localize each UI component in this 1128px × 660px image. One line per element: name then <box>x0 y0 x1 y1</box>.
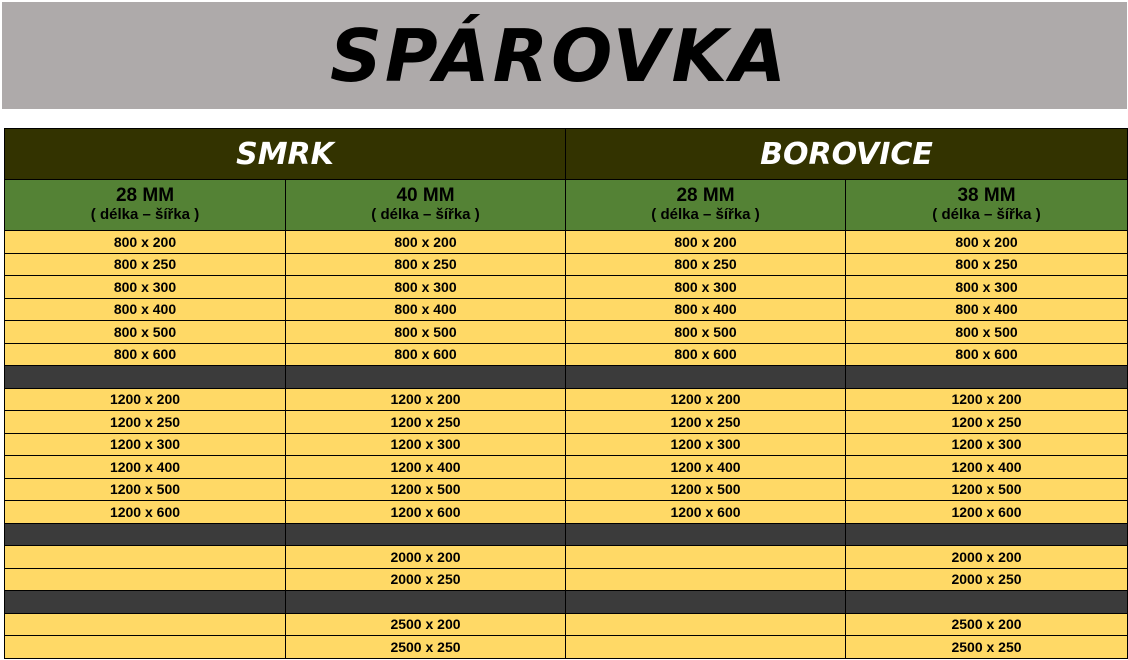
size-cell <box>566 568 846 591</box>
size-cell: 1200 x 300 <box>566 433 846 456</box>
size-cell: 800 x 250 <box>286 253 566 276</box>
dimension-note: ( délka – šířka ) <box>932 206 1041 224</box>
size-cell: 1200 x 200 <box>846 388 1128 411</box>
separator-cell <box>286 523 566 546</box>
dimension-note: ( délka – šířka ) <box>651 206 760 224</box>
size-cell: 2500 x 200 <box>286 613 566 636</box>
size-cell <box>566 546 846 569</box>
separator-cell <box>846 591 1128 614</box>
table-row <box>5 501 1128 524</box>
size-cell: 1200 x 400 <box>286 456 566 479</box>
size-cell: 800 x 600 <box>5 343 286 366</box>
size-cell: 800 x 300 <box>846 276 1128 299</box>
size-table <box>4 128 1128 659</box>
size-cell: 800 x 500 <box>5 321 286 344</box>
separator-cell <box>566 523 846 546</box>
size-cell: 800 x 200 <box>5 231 286 254</box>
size-cell: 1200 x 400 <box>566 456 846 479</box>
size-cell: 800 x 500 <box>566 321 846 344</box>
separator-row <box>5 523 1128 546</box>
size-cell: 1200 x 200 <box>5 388 286 411</box>
size-cell: 2000 x 200 <box>286 546 566 569</box>
size-cell: 800 x 400 <box>286 298 566 321</box>
size-cell: 800 x 400 <box>566 298 846 321</box>
dimension-note: ( délka – šířka ) <box>90 206 200 224</box>
thickness-header-row <box>5 180 1128 231</box>
size-cell: 800 x 600 <box>286 343 566 366</box>
thickness-label: 28 MM <box>115 185 175 207</box>
size-cell: 1200 x 500 <box>286 478 566 501</box>
size-cell: 1200 x 250 <box>5 411 286 434</box>
size-cell: 1200 x 250 <box>846 411 1128 434</box>
size-cell: 1200 x 400 <box>5 456 286 479</box>
size-cell: 1200 x 250 <box>566 411 846 434</box>
thickness-header <box>5 180 286 231</box>
size-cell <box>5 636 286 659</box>
table-row <box>5 456 1128 479</box>
size-cell: 1200 x 600 <box>5 501 286 524</box>
table-row <box>5 636 1128 659</box>
size-cell <box>5 546 286 569</box>
table-row <box>5 343 1128 366</box>
size-cell: 800 x 600 <box>566 343 846 366</box>
table-row <box>5 411 1128 434</box>
size-cell: 1200 x 600 <box>566 501 846 524</box>
table-row <box>5 433 1128 456</box>
size-cell <box>5 568 286 591</box>
size-cell <box>566 636 846 659</box>
size-cell: 800 x 300 <box>286 276 566 299</box>
table-row <box>5 388 1128 411</box>
size-cell: 800 x 200 <box>846 231 1128 254</box>
table-row <box>5 613 1128 636</box>
size-cell: 800 x 300 <box>566 276 846 299</box>
size-cell: 800 x 250 <box>5 253 286 276</box>
table-row <box>5 298 1128 321</box>
species-header-row <box>5 129 1128 180</box>
title-banner <box>2 2 1127 109</box>
size-cell: 2000 x 200 <box>846 546 1128 569</box>
separator-row <box>5 591 1128 614</box>
separator-cell <box>566 591 846 614</box>
size-cell: 2500 x 250 <box>846 636 1128 659</box>
size-cell: 1200 x 300 <box>5 433 286 456</box>
table-row <box>5 253 1128 276</box>
separator-cell <box>846 523 1128 546</box>
page-title: SPÁROVKA <box>329 13 790 98</box>
size-cell: 1200 x 200 <box>286 388 566 411</box>
size-cell: 800 x 600 <box>846 343 1128 366</box>
separator-cell <box>5 523 286 546</box>
size-cell: 1200 x 600 <box>286 501 566 524</box>
size-cell: 2000 x 250 <box>286 568 566 591</box>
table-row <box>5 276 1128 299</box>
size-cell: 800 x 200 <box>566 231 846 254</box>
thickness-label: 40 MM <box>396 185 455 207</box>
table-row <box>5 546 1128 569</box>
separator-cell <box>566 366 846 389</box>
separator-cell <box>286 366 566 389</box>
size-cell: 1200 x 300 <box>286 433 566 456</box>
size-cell: 800 x 200 <box>286 231 566 254</box>
size-cell: 1200 x 500 <box>5 478 286 501</box>
dimension-note: ( délka – šířka ) <box>371 206 480 224</box>
separator-cell <box>286 591 566 614</box>
table-row <box>5 231 1128 254</box>
thickness-label: 38 MM <box>957 185 1016 207</box>
size-cell: 1200 x 500 <box>846 478 1128 501</box>
size-cell: 2500 x 250 <box>286 636 566 659</box>
size-cell: 800 x 400 <box>5 298 286 321</box>
size-cell: 800 x 500 <box>286 321 566 344</box>
size-cell: 800 x 400 <box>846 298 1128 321</box>
size-cell: 800 x 300 <box>5 276 286 299</box>
size-cell: 1200 x 500 <box>566 478 846 501</box>
separator-cell <box>5 591 286 614</box>
size-cell: 800 x 500 <box>846 321 1128 344</box>
size-cell <box>5 613 286 636</box>
thickness-header <box>286 180 566 231</box>
size-cell: 1200 x 300 <box>846 433 1128 456</box>
separator-cell <box>846 366 1128 389</box>
size-cell <box>566 613 846 636</box>
species-borovice: BOROVICE <box>566 129 1128 180</box>
size-cell: 1200 x 250 <box>286 411 566 434</box>
size-cell: 1200 x 200 <box>566 388 846 411</box>
thickness-header <box>566 180 846 231</box>
size-cell: 2500 x 200 <box>846 613 1128 636</box>
size-cell: 1200 x 400 <box>846 456 1128 479</box>
table-row <box>5 478 1128 501</box>
table-row <box>5 321 1128 344</box>
size-cell: 800 x 250 <box>846 253 1128 276</box>
thickness-header <box>846 180 1128 231</box>
size-cell: 2000 x 250 <box>846 568 1128 591</box>
table-row <box>5 568 1128 591</box>
size-cell: 1200 x 600 <box>846 501 1128 524</box>
table-body <box>5 231 1128 659</box>
size-cell: 800 x 250 <box>566 253 846 276</box>
thickness-label: 28 MM <box>676 185 735 207</box>
separator-row <box>5 366 1128 389</box>
separator-cell <box>5 366 286 389</box>
species-smrk: SMRK <box>5 129 566 180</box>
